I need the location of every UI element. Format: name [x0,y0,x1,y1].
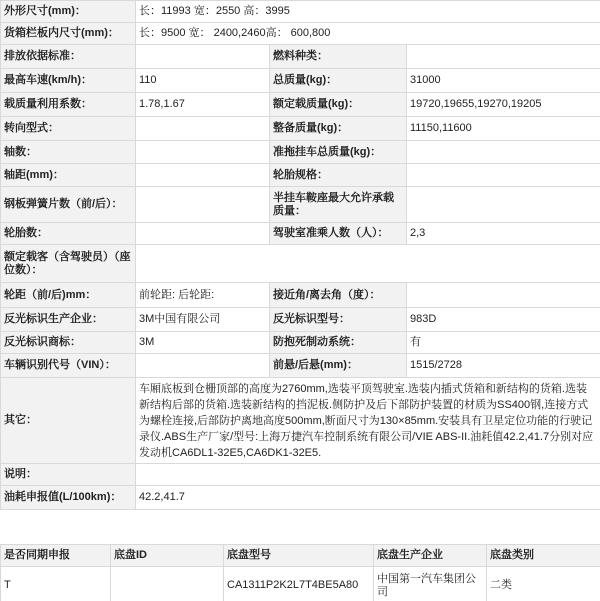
section-gap [0,510,600,544]
total-mass-value: 31000 [407,69,600,93]
spec-row-wheelbase [1,164,600,187]
fuel-type-value [407,45,600,69]
chassis-class-cell: 二类 [487,567,600,601]
chassis-model-header: 底盘型号 [224,545,374,567]
rated-passengers-label: 额定载客（含驾驶员）（座位数）： [1,245,136,283]
reflector-maker-label: 反光标识生产企业： [1,308,136,332]
tire-count-label: 轮胎数： [1,223,136,245]
concurrent-cell: T [1,567,111,601]
max-speed-label: 最高车速(km/h)： [1,69,136,93]
curb-mass-label: 整备质量(kg)： [270,117,407,141]
cab-seats-value: 2,3 [407,223,600,245]
fuel-consumption-value: 42.2,41.7 [136,486,600,510]
spec-row-note [1,464,600,486]
emission-standard-label: 排放依据标准： [1,45,136,69]
spec-row-track [1,283,600,308]
curb-mass-value: 11150,11600 [407,117,600,141]
rated-load-label: 额定载质量(kg)： [270,93,407,117]
rated-load-value: 19720,19655,19270,19205 [407,93,600,117]
chassis-model-cell: CA1311P2K2L7T4BE5A80 [224,567,374,601]
reflector-brand-label: 反光标识商标： [1,332,136,354]
spec-row-tires [1,223,600,245]
spec-row-fuel-consumption [1,486,600,510]
wheelbase-value [136,164,270,187]
load-factor-value: 1.78,1.67 [136,93,270,117]
overhang-label: 前悬/后悬(mm)： [270,354,407,378]
other-value: 车厢底板到仓栅顶部的高度为2760mm,选装平顶驾驶室.选装内插式货箱和新结构的货箱.选装新结构后部的货箱.选装新结构的挡泥板.侧防护及后下部防护装置的材质为SS400钢,连接方式为螺栓连接,后部防护离地高度500mm,断面尺寸为130×85mm.安装具有卫星定位功能的行驶记录仪.ABS生产厂家/型号:上海万捷汽车控制系统有限公司/VIE ABS-II.油耗值42.2,41.7分别对应发动机CA6DL1-32E5,CA6DK1-32E5. [136,378,600,464]
leaf-springs-label: 钢板弹簧片数（前/后）： [1,187,136,223]
rated-passengers-value [136,245,600,283]
wheelbase-label: 轴距(mm)： [1,164,136,187]
spec-row-reflector-maker [1,308,600,332]
vin-label: 车辆识别代号（VIN）： [1,354,136,378]
chassis-class-header: 底盘类别 [487,545,600,567]
spec-row-vin [1,354,600,378]
trailer-mass-value [407,141,600,164]
chassis-header-row [1,545,600,567]
dimensions-label: 外形尺寸(mm)： [1,1,136,23]
spec-row-leaf-springs [1,187,600,223]
approach-angle-value [407,283,600,308]
max-speed-value: 110 [136,69,270,93]
spec-row-passengers [1,245,600,283]
other-label: 其它： [1,378,136,464]
load-factor-label: 载质量利用系数： [1,93,136,117]
dimensions-value: 长：11993 宽：2550 高：3995 [136,1,600,23]
spec-row-steering [1,117,600,141]
reflector-model-value: 983D [407,308,600,332]
steering-type-label: 转向型式： [1,117,136,141]
track-width-label: 轮距（前/后)mm： [1,283,136,308]
fuel-consumption-label: 油耗申报值(L/100km)： [1,486,136,510]
note-value [136,464,600,486]
axle-count-label: 轴数： [1,141,136,164]
approach-angle-label: 接近角/离去角（度）： [270,283,407,308]
reflector-model-label: 反光标识型号： [270,308,407,332]
steering-type-value [136,117,270,141]
cab-seats-label: 驾驶室准乘人数（人）： [270,223,407,245]
concurrent-header: 是否同期申报 [1,545,111,567]
fuel-type-label: 燃料种类： [270,45,407,69]
leaf-springs-value [136,187,270,223]
cargo-box-value: 长：9500 宽： 2400,2460高： 600,800 [136,23,600,45]
cargo-box-label: 货箱栏板内尺寸(mm)： [1,23,136,45]
spec-row-axles [1,141,600,164]
saddle-load-value [407,187,600,223]
spec-row-load-factor [1,93,600,117]
reflector-brand-value: 3M [136,332,270,354]
chassis-maker-cell: 中国第一汽车集团公司 [374,567,487,601]
track-width-value: 前轮距: 后轮距: [136,283,270,308]
emission-standard-value [136,45,270,69]
trailer-mass-label: 准拖挂车总质量(kg)： [270,141,407,164]
note-label: 说明： [1,464,136,486]
chassis-id-cell [111,567,224,601]
chassis-table [0,544,600,601]
abs-value: 有 [407,332,600,354]
chassis-id-header: 底盘ID [111,545,224,567]
spec-row-reflector-brand [1,332,600,354]
spec-row-other [1,378,600,464]
spec-row-speed [1,69,600,93]
chassis-maker-header: 底盘生产企业 [374,545,487,567]
abs-label: 防抱死制动系统： [270,332,407,354]
reflector-maker-value: 3M中国有限公司 [136,308,270,332]
spec-row-emission [1,45,600,69]
spec-row-dimensions [1,1,600,23]
saddle-load-label: 半挂车鞍座最大允许承载质量： [270,187,407,223]
spec-row-cargo-box [1,23,600,45]
table-row [1,567,600,601]
axle-count-value [136,141,270,164]
vin-value [136,354,270,378]
tire-count-value [136,223,270,245]
tire-spec-label: 轮胎规格： [270,164,407,187]
total-mass-label: 总质量(kg)： [270,69,407,93]
tire-spec-value [407,164,600,187]
overhang-value: 1515/2728 [407,354,600,378]
